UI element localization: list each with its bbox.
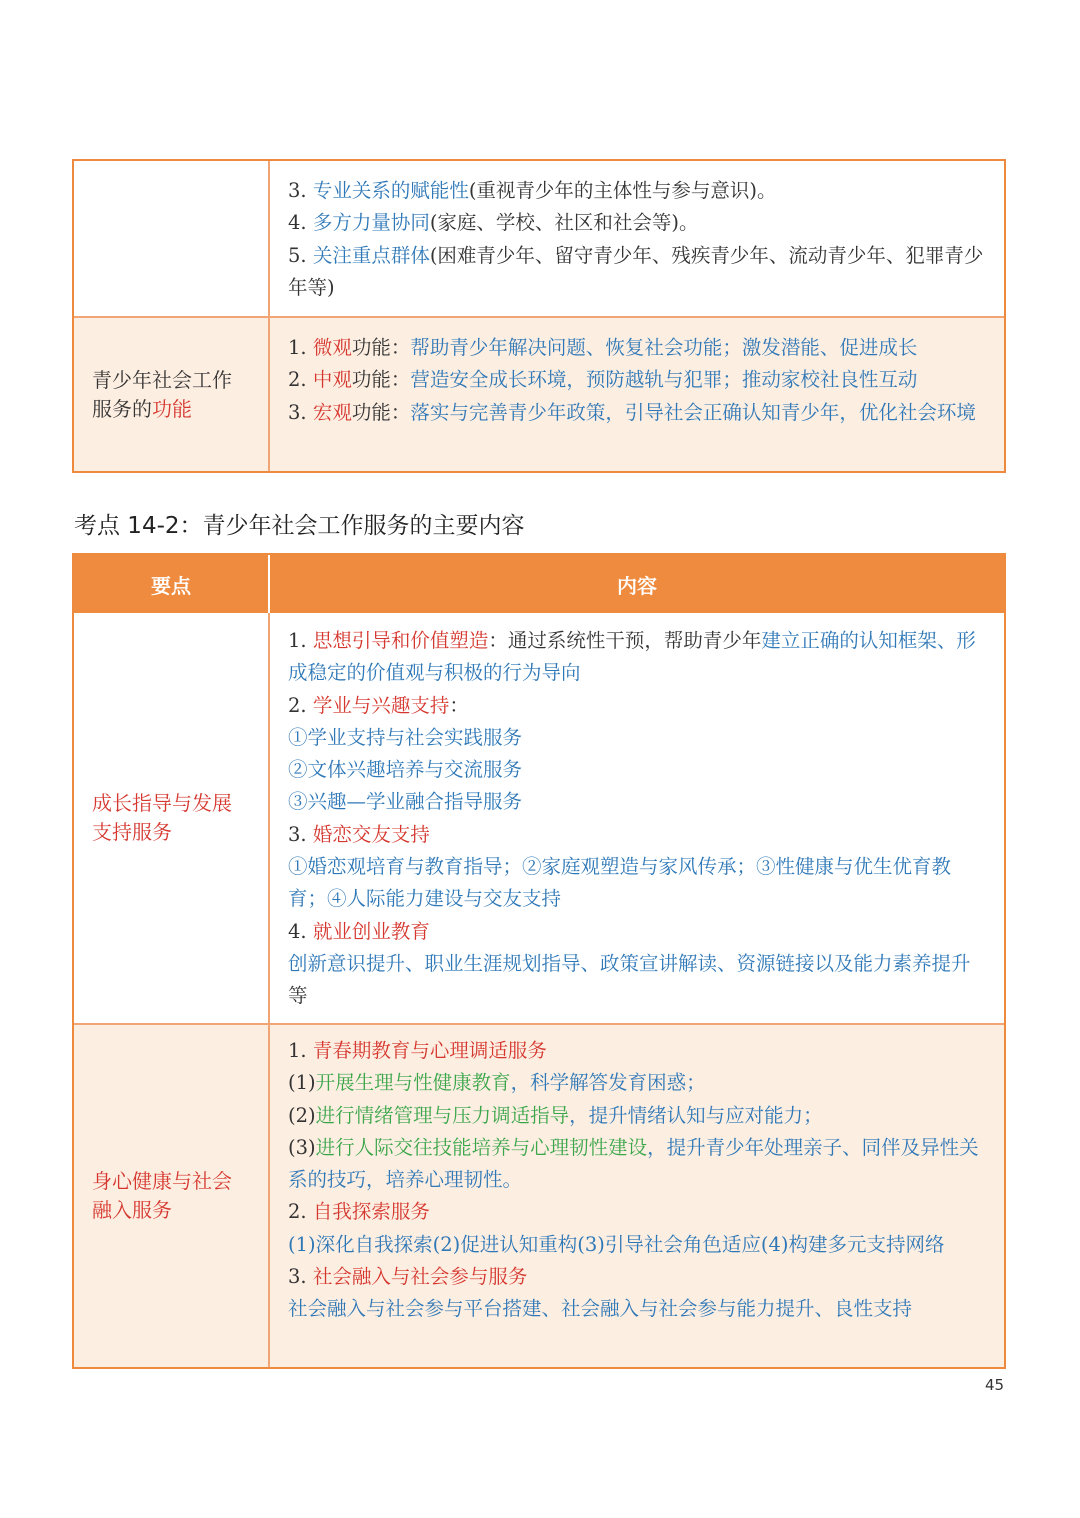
row-key-cell: 青少年社会工作服务的功能: [74, 318, 270, 471]
row-content-cell: [270, 161, 1004, 316]
content-line: 2. 学业与兴趣支持：: [288, 693, 469, 717]
content-line: 1. 青春期教育与心理调适服务: [288, 1039, 547, 1062]
content-line: 2. 自我探索服务: [288, 1200, 430, 1224]
row-content-cell: [270, 613, 1004, 1023]
top-table: [72, 159, 1006, 473]
header-col-content: 内容: [617, 573, 657, 598]
main-table: [72, 553, 1006, 1369]
content-line: (1)深化自我探索(2)促进认知重构(3)引导社会角色适应(4)构建多元支持网络: [288, 1232, 945, 1256]
content-line: 3. 社会融入与社会参与服务: [288, 1265, 528, 1289]
table-row: [74, 1023, 1004, 1367]
row-key-cell: 身心健康与社会融入服务: [74, 1025, 270, 1367]
header-col-key: 要点: [74, 555, 270, 613]
content-line: ①学业支持与社会实践服务: [288, 725, 523, 749]
content-line: (3)进行人际交往技能培养与心理韧性建设，提升青少年处理亲子、同伴及异性关系的技巧，培养心理韧性。: [288, 1135, 979, 1192]
row-key-cell: [74, 161, 270, 316]
content-line: 4. 就业创业教育: [288, 919, 430, 943]
section-title: 考点 14-2：青少年社会工作服务的主要内容: [74, 513, 525, 539]
row-content-cell: [270, 1025, 1004, 1367]
row-content-cell: [270, 318, 1004, 471]
content-line: (1)开展生理与性健康教育，科学解答发育困惑；: [288, 1071, 706, 1095]
content-line: 3. 婚恋交友支持: [288, 822, 430, 846]
row-key-cell: 成长指导与发展支持服务: [74, 613, 270, 1023]
table-header: [74, 555, 1004, 613]
content-line: 1. 微观功能：帮助青少年解决问题、恢复社会功能；激发潜能、促进成长: [288, 336, 918, 359]
content-line: 社会融入与社会参与平台搭建、社会融入与社会参与能力提升、良性支持: [288, 1297, 913, 1321]
content-line: ①婚恋观培育与教育指导；②家庭观塑造与家风传承；③性健康与优生优育教育；④人际能力建设与交友支持: [288, 855, 952, 911]
content-line: ②文体兴趣培养与交流服务: [288, 758, 523, 782]
table-row: [74, 316, 1004, 471]
content-line: 5. 关注重点群体(困难青少年、留守青少年、残疾青少年、流动青少年、犯罪青少年等): [288, 243, 984, 299]
content-line: 4. 多方力量协同(家庭、学校、社区和社会等)。: [288, 211, 699, 235]
content-line: 3. 专业关系的赋能性(重视青少年的主体性与参与意识)。: [288, 179, 777, 202]
table-row: [74, 161, 1004, 316]
content-line: 3. 宏观功能：落实与完善青少年政策，引导社会正确认知青少年，优化社会环境: [288, 400, 976, 424]
content-line: ③兴趣—学业融合指导服务: [288, 790, 523, 814]
content-line: 创新意识提升、职业生涯规划指导、政策宣讲解读、资源链接以及能力素养提升等: [288, 951, 971, 1008]
table-row: [74, 613, 1004, 1023]
page-number: 45: [985, 1376, 1005, 1394]
content-line: 2. 中观功能：营造安全成长环境，预防越轨与犯罪；推动家校社良性互动: [288, 368, 918, 392]
content-line: 1. 思想引导和价值塑造：通过系统性干预，帮助青少年建立正确的认知框架、形成稳定的价值观与积极的行为导向: [288, 629, 976, 685]
content-line: (2)进行情绪管理与压力调适指导，提升情绪认知与应对能力；: [288, 1103, 823, 1127]
